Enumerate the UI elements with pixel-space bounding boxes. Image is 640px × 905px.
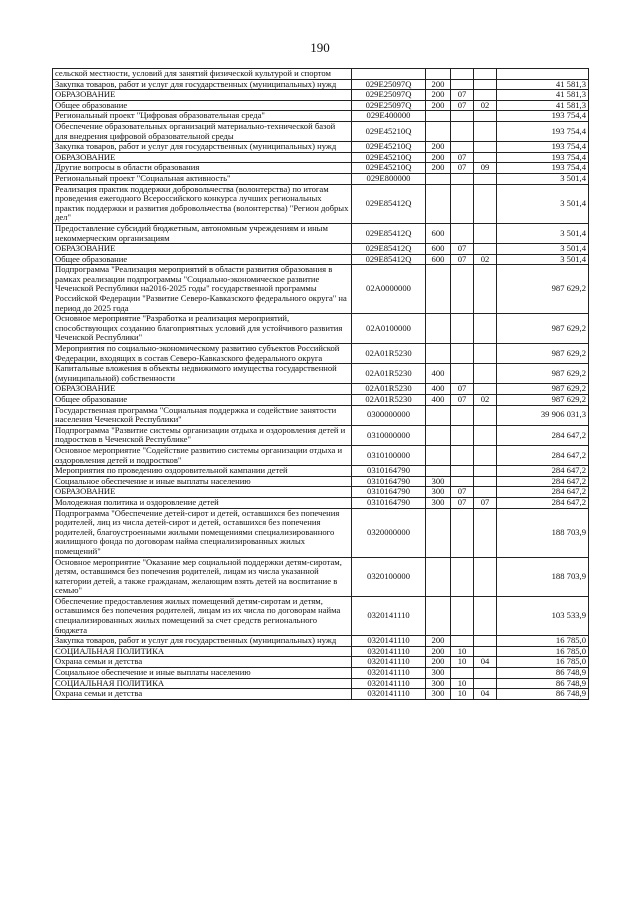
- row-name-cell: Основное мероприятие "Содействие развитию системы организации отдыха и оздоровления детей и подростков": [53, 445, 352, 465]
- subsection-cell: [474, 405, 497, 425]
- subsection-cell: [474, 79, 497, 90]
- subsection-cell: 07: [474, 497, 497, 508]
- target-code-cell: 0320141110: [352, 636, 426, 647]
- target-code-cell: 0320141110: [352, 678, 426, 689]
- section-cell: 10: [451, 689, 474, 700]
- subsection-cell: [474, 344, 497, 364]
- expense-type-cell: [426, 314, 451, 344]
- amount-cell: 284 647,2: [497, 466, 589, 477]
- table-row: [53, 90, 589, 101]
- target-code-cell: 0310164790: [352, 476, 426, 487]
- row-name-cell: Реализация практик поддержки добровольчества (волонтерства) по итогам проведения ежегодного Всероссийского конкурса лучших региональных практик поддержки и развития добровольчества (волонтерства) "Регион добрых дел": [53, 184, 352, 223]
- table-row: [53, 265, 589, 314]
- amount-cell: 16 785,0: [497, 646, 589, 657]
- section-cell: 10: [451, 657, 474, 668]
- expense-type-cell: [426, 69, 451, 80]
- expense-type-cell: 600: [426, 223, 451, 243]
- section-cell: [451, 121, 474, 141]
- subsection-cell: [474, 152, 497, 163]
- row-name-cell: ОБРАЗОВАНИЕ: [53, 244, 352, 255]
- target-code-cell: 029E45210Q: [352, 121, 426, 141]
- amount-cell: 987 629,2: [497, 384, 589, 395]
- table-row: [53, 142, 589, 153]
- expense-type-cell: 200: [426, 646, 451, 657]
- subsection-cell: [474, 487, 497, 498]
- target-code-cell: 0320000000: [352, 508, 426, 557]
- section-cell: [451, 344, 474, 364]
- target-code-cell: 0320141110: [352, 596, 426, 635]
- amount-cell: 987 629,2: [497, 364, 589, 384]
- amount-cell: 3 501,4: [497, 223, 589, 243]
- amount-cell: 193 754,4: [497, 111, 589, 122]
- section-cell: [451, 596, 474, 635]
- table-row: [53, 184, 589, 223]
- expense-type-cell: [426, 405, 451, 425]
- subsection-cell: [474, 142, 497, 153]
- expense-type-cell: 600: [426, 244, 451, 255]
- budget-table-body: [53, 69, 589, 700]
- row-name-cell: Общее образование: [53, 395, 352, 406]
- section-cell: [451, 265, 474, 314]
- section-cell: [451, 142, 474, 153]
- section-cell: 07: [451, 90, 474, 101]
- row-name-cell: Социальное обеспечение и иные выплаты населению: [53, 668, 352, 679]
- subsection-cell: [474, 69, 497, 80]
- amount-cell: 284 647,2: [497, 487, 589, 498]
- expense-type-cell: [426, 121, 451, 141]
- expense-type-cell: 200: [426, 142, 451, 153]
- target-code-cell: 0310164790: [352, 487, 426, 498]
- row-name-cell: Молодежная политика и оздоровление детей: [53, 497, 352, 508]
- expense-type-cell: 300: [426, 668, 451, 679]
- target-code-cell: 0320100000: [352, 557, 426, 596]
- section-cell: [451, 111, 474, 122]
- section-cell: [451, 364, 474, 384]
- subsection-cell: 02: [474, 254, 497, 265]
- table-row: [53, 111, 589, 122]
- expense-type-cell: 300: [426, 476, 451, 487]
- table-row: [53, 364, 589, 384]
- table-row: [53, 79, 589, 90]
- row-name-cell: ОБРАЗОВАНИЕ: [53, 384, 352, 395]
- expense-type-cell: 300: [426, 678, 451, 689]
- row-name-cell: Основное мероприятие "Разработка и реализация мероприятий, способствующих созданию благоприятных условий для устойчивого развития Чеченской Республики": [53, 314, 352, 344]
- expense-type-cell: 400: [426, 384, 451, 395]
- subsection-cell: 04: [474, 689, 497, 700]
- subsection-cell: [474, 384, 497, 395]
- target-code-cell: 0300000000: [352, 405, 426, 425]
- table-row: [53, 163, 589, 174]
- row-name-cell: Обеспечение образовательных организаций материально-технической базой для внедрения цифровой образовательной среды: [53, 121, 352, 141]
- budget-table: [52, 68, 589, 700]
- expense-type-cell: 200: [426, 90, 451, 101]
- target-code-cell: 029E85412Q: [352, 223, 426, 243]
- amount-cell: 188 703,9: [497, 508, 589, 557]
- row-name-cell: Социальное обеспечение и иные выплаты населению: [53, 476, 352, 487]
- subsection-cell: [474, 678, 497, 689]
- amount-cell: 284 647,2: [497, 425, 589, 445]
- target-code-cell: 02А01R5230: [352, 364, 426, 384]
- expense-type-cell: 300: [426, 487, 451, 498]
- row-name-cell: Общее образование: [53, 254, 352, 265]
- subsection-cell: [474, 364, 497, 384]
- section-cell: [451, 445, 474, 465]
- table-row: [53, 121, 589, 141]
- target-code-cell: 02А01R5230: [352, 344, 426, 364]
- expense-type-cell: 400: [426, 364, 451, 384]
- target-code-cell: 0320141110: [352, 657, 426, 668]
- table-row: [53, 244, 589, 255]
- expense-type-cell: 200: [426, 152, 451, 163]
- target-code-cell: 029E85412Q: [352, 254, 426, 265]
- row-name-cell: Мероприятия по проведению оздоровительной кампании детей: [53, 466, 352, 477]
- table-row: [53, 223, 589, 243]
- row-name-cell: Региональный проект "Цифровая образовательная среда": [53, 111, 352, 122]
- section-cell: [451, 79, 474, 90]
- expense-type-cell: 200: [426, 163, 451, 174]
- amount-cell: 284 647,2: [497, 476, 589, 487]
- subsection-cell: 04: [474, 657, 497, 668]
- amount-cell: 3 501,4: [497, 244, 589, 255]
- expense-type-cell: [426, 508, 451, 557]
- table-row: [53, 152, 589, 163]
- target-code-cell: 0320141110: [352, 646, 426, 657]
- amount-cell: 3 501,4: [497, 184, 589, 223]
- table-row: [53, 173, 589, 184]
- row-name-cell: Охрана семьи и детства: [53, 657, 352, 668]
- subsection-cell: [474, 111, 497, 122]
- expense-type-cell: [426, 111, 451, 122]
- target-code-cell: 029E25097Q: [352, 79, 426, 90]
- target-code-cell: 029E85412Q: [352, 244, 426, 255]
- section-cell: [451, 173, 474, 184]
- section-cell: [451, 557, 474, 596]
- section-cell: [451, 476, 474, 487]
- row-name-cell: Общее образование: [53, 100, 352, 111]
- subsection-cell: 09: [474, 163, 497, 174]
- amount-cell: 16 785,0: [497, 636, 589, 647]
- row-name-cell: сельской местности, условий для занятий физической культурой и спортом: [53, 69, 352, 80]
- row-name-cell: Подпрограмма "Обеспечение детей-сирот и детей, оставшихся без попечения родителей, лиц из числа детей-сирот и детей, оставшихся без попечения родителей, благоустроенными жилыми помещениями специализированного жилищного фонда по договорам найма специализированных жилых помещений": [53, 508, 352, 557]
- expense-type-cell: 300: [426, 689, 451, 700]
- section-cell: 07: [451, 384, 474, 395]
- amount-cell: 987 629,2: [497, 314, 589, 344]
- expense-type-cell: 200: [426, 79, 451, 90]
- expense-type-cell: [426, 344, 451, 364]
- section-cell: 07: [451, 163, 474, 174]
- amount-cell: 41 581,3: [497, 90, 589, 101]
- amount-cell: 86 748,9: [497, 689, 589, 700]
- page-number: 190: [310, 40, 330, 55]
- amount-cell: 188 703,9: [497, 557, 589, 596]
- subsection-cell: [474, 90, 497, 101]
- subsection-cell: [474, 173, 497, 184]
- row-name-cell: СОЦИАЛЬНАЯ ПОЛИТИКА: [53, 678, 352, 689]
- section-cell: 07: [451, 395, 474, 406]
- subsection-cell: [474, 445, 497, 465]
- target-code-cell: 0310164790: [352, 497, 426, 508]
- amount-cell: 987 629,2: [497, 395, 589, 406]
- section-cell: 07: [451, 487, 474, 498]
- target-code-cell: 029E45210Q: [352, 142, 426, 153]
- target-code-cell: 029E45210Q: [352, 152, 426, 163]
- amount-cell: 86 748,9: [497, 668, 589, 679]
- table-row: [53, 100, 589, 111]
- target-code-cell: 02А01R5230: [352, 384, 426, 395]
- subsection-cell: [474, 668, 497, 679]
- amount-cell: 987 629,2: [497, 265, 589, 314]
- table-row: [53, 689, 589, 700]
- target-code-cell: [352, 69, 426, 80]
- row-name-cell: Закупка товаров, работ и услуг для государственных (муниципальных) нужд: [53, 79, 352, 90]
- table-row: [53, 69, 589, 80]
- amount-cell: 16 785,0: [497, 657, 589, 668]
- section-cell: 07: [451, 244, 474, 255]
- target-code-cell: 02А0100000: [352, 314, 426, 344]
- section-cell: [451, 405, 474, 425]
- expense-type-cell: [426, 265, 451, 314]
- amount-cell: 193 754,4: [497, 142, 589, 153]
- amount-cell: 284 647,2: [497, 445, 589, 465]
- section-cell: [451, 466, 474, 477]
- amount-cell: 3 501,4: [497, 173, 589, 184]
- section-cell: [451, 184, 474, 223]
- target-code-cell: 029E800000: [352, 173, 426, 184]
- section-cell: [451, 508, 474, 557]
- target-code-cell: 029E25097Q: [352, 100, 426, 111]
- row-name-cell: Государственная программа "Социальная поддержка и содействие занятости населения Чеченской Республики": [53, 405, 352, 425]
- expense-type-cell: [426, 466, 451, 477]
- table-row: [53, 384, 589, 395]
- section-cell: [451, 425, 474, 445]
- amount-cell: 193 754,4: [497, 163, 589, 174]
- row-name-cell: Закупка товаров, работ и услуг для государственных (муниципальных) нужд: [53, 142, 352, 153]
- expense-type-cell: 200: [426, 657, 451, 668]
- subsection-cell: [474, 265, 497, 314]
- target-code-cell: 0310164790: [352, 466, 426, 477]
- table-row: [53, 254, 589, 265]
- target-code-cell: 029E45210Q: [352, 163, 426, 174]
- subsection-cell: [474, 223, 497, 243]
- row-name-cell: Основное мероприятие "Оказание мер социальной поддержки детям-сиротам, детям, оставшимся без попечения родителей, лицам из числа указанной категории детей, а также гражданам, желающим взять детей на воспитание в семью": [53, 557, 352, 596]
- table-row: [53, 314, 589, 344]
- table-row: [53, 476, 589, 487]
- table-row: [53, 405, 589, 425]
- row-name-cell: ОБРАЗОВАНИЕ: [53, 152, 352, 163]
- table-row: [53, 678, 589, 689]
- table-row: [53, 508, 589, 557]
- amount-cell: 39 906 031,3: [497, 405, 589, 425]
- expense-type-cell: [426, 445, 451, 465]
- subsection-cell: [474, 121, 497, 141]
- expense-type-cell: [426, 425, 451, 445]
- amount-cell: 987 629,2: [497, 344, 589, 364]
- section-cell: [451, 69, 474, 80]
- target-code-cell: 029E25097Q: [352, 90, 426, 101]
- table-row: [53, 596, 589, 635]
- subsection-cell: [474, 508, 497, 557]
- table-row: [53, 557, 589, 596]
- section-cell: [451, 314, 474, 344]
- table-row: [53, 646, 589, 657]
- row-name-cell: Закупка товаров, работ и услуг для государственных (муниципальных) нужд: [53, 636, 352, 647]
- amount-cell: 41 581,3: [497, 100, 589, 111]
- target-code-cell: 02А0000000: [352, 265, 426, 314]
- row-name-cell: Предоставление субсидий бюджетным, автономным учреждениям и иным некоммерческим организациям: [53, 223, 352, 243]
- section-cell: [451, 668, 474, 679]
- target-code-cell: 0310000000: [352, 425, 426, 445]
- row-name-cell: Подпрограмма "Реализация мероприятий в области развития образования в рамках реализации подпрограммы "Социально-экономическое развитие Чеченской Республики на2016-2025 годы" государственной программы Российской Федерации "Развитие Северо-Кавказского федерального округа" на период до 2025 года: [53, 265, 352, 314]
- section-cell: [451, 223, 474, 243]
- table-row: [53, 395, 589, 406]
- section-cell: 10: [451, 678, 474, 689]
- table-row: [53, 668, 589, 679]
- amount-cell: 193 754,4: [497, 121, 589, 141]
- row-name-cell: Обеспечение предоставления жилых помещений детям-сиротам и детям, оставшимся без попечения родителей, лицам из их числа по договорам найма специализированных жилых помещений за счет средств регионального бюджета: [53, 596, 352, 635]
- subsection-cell: [474, 636, 497, 647]
- subsection-cell: [474, 557, 497, 596]
- section-cell: 07: [451, 100, 474, 111]
- amount-cell: 193 754,4: [497, 152, 589, 163]
- target-code-cell: 0320141110: [352, 689, 426, 700]
- subsection-cell: [474, 184, 497, 223]
- row-name-cell: Региональный проект "Социальная активность": [53, 173, 352, 184]
- expense-type-cell: [426, 184, 451, 223]
- amount-cell: 3 501,4: [497, 254, 589, 265]
- table-row: [53, 445, 589, 465]
- table-row: [53, 657, 589, 668]
- table-row: [53, 425, 589, 445]
- table-row: [53, 344, 589, 364]
- row-name-cell: СОЦИАЛЬНАЯ ПОЛИТИКА: [53, 646, 352, 657]
- subsection-cell: [474, 646, 497, 657]
- row-name-cell: Другие вопросы в области образования: [53, 163, 352, 174]
- expense-type-cell: [426, 173, 451, 184]
- subsection-cell: [474, 596, 497, 635]
- target-code-cell: 0310100000: [352, 445, 426, 465]
- expense-type-cell: 200: [426, 100, 451, 111]
- expense-type-cell: [426, 596, 451, 635]
- subsection-cell: [474, 476, 497, 487]
- amount-cell: [497, 69, 589, 80]
- section-cell: 07: [451, 254, 474, 265]
- subsection-cell: 02: [474, 100, 497, 111]
- target-code-cell: 02А01R5230: [352, 395, 426, 406]
- section-cell: 07: [451, 497, 474, 508]
- row-name-cell: Капитальные вложения в объекты недвижимого имущества государственной (муниципальной) собственности: [53, 364, 352, 384]
- target-code-cell: 029E400000: [352, 111, 426, 122]
- row-name-cell: Мероприятия по социально-экономическому развитию субъектов Российской Федерации, входящих в состав Северо-Кавказского федерального округа: [53, 344, 352, 364]
- target-code-cell: 029E85412Q: [352, 184, 426, 223]
- row-name-cell: ОБРАЗОВАНИЕ: [53, 90, 352, 101]
- table-row: [53, 466, 589, 477]
- expense-type-cell: [426, 557, 451, 596]
- expense-type-cell: 300: [426, 497, 451, 508]
- subsection-cell: [474, 466, 497, 477]
- amount-cell: 103 533,9: [497, 596, 589, 635]
- section-cell: 10: [451, 646, 474, 657]
- section-cell: [451, 636, 474, 647]
- expense-type-cell: 600: [426, 254, 451, 265]
- subsection-cell: [474, 314, 497, 344]
- subsection-cell: [474, 244, 497, 255]
- amount-cell: 41 581,3: [497, 79, 589, 90]
- table-row: [53, 636, 589, 647]
- expense-type-cell: 200: [426, 636, 451, 647]
- target-code-cell: 0320141110: [352, 668, 426, 679]
- row-name-cell: ОБРАЗОВАНИЕ: [53, 487, 352, 498]
- expense-type-cell: 400: [426, 395, 451, 406]
- amount-cell: 284 647,2: [497, 497, 589, 508]
- table-row: [53, 487, 589, 498]
- subsection-cell: [474, 425, 497, 445]
- section-cell: 07: [451, 152, 474, 163]
- subsection-cell: 02: [474, 395, 497, 406]
- row-name-cell: Подпрограмма "Развитие системы организации отдыха и оздоровления детей и подростков в Чеченской Республике": [53, 425, 352, 445]
- amount-cell: 86 748,9: [497, 678, 589, 689]
- row-name-cell: Охрана семьи и детства: [53, 689, 352, 700]
- table-row: [53, 497, 589, 508]
